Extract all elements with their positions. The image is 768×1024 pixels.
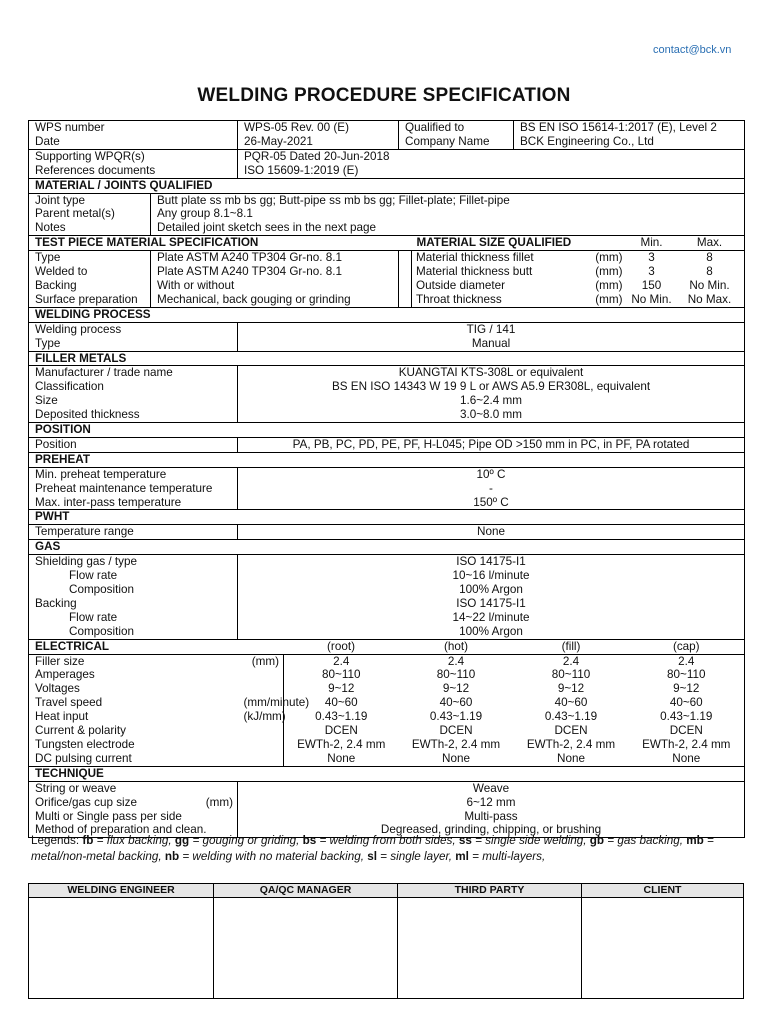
technique-label-cell bbox=[29, 796, 238, 810]
technique-value: Weave bbox=[238, 781, 745, 795]
electrical-value: EWTh-2, 2.4 mm bbox=[411, 737, 501, 751]
welding-process-row bbox=[29, 322, 745, 336]
filler-metals-label: Classification bbox=[35, 380, 104, 394]
electrical-value: 2.4 bbox=[284, 654, 399, 668]
size-max: 8 bbox=[706, 265, 713, 279]
size-min-max bbox=[629, 293, 745, 307]
electrical-label: Current & polarity bbox=[35, 724, 126, 738]
electrical-row bbox=[29, 724, 745, 738]
size-label-cell bbox=[399, 279, 629, 293]
technique-label-wrap bbox=[35, 782, 233, 796]
electrical-value: 0.43~1.19 bbox=[660, 710, 713, 724]
welding-process-row bbox=[29, 337, 745, 351]
electrical-unit bbox=[238, 682, 284, 696]
header-row-date bbox=[29, 135, 745, 149]
gas-row bbox=[29, 569, 745, 583]
size-min-max bbox=[629, 265, 745, 279]
wps-number-value: WPS-05 Rev. 00 (E) bbox=[238, 121, 399, 135]
gas-value: ISO 14175-I1 bbox=[238, 597, 745, 611]
electrical-label: Amperages bbox=[35, 668, 95, 682]
electrical-value: 9~12 bbox=[673, 682, 700, 696]
size-min-max bbox=[629, 251, 745, 265]
electrical-label: Filler size bbox=[35, 654, 85, 668]
test-piece-value: Plate ASTM A240 TP304 Gr-no. 8.1 bbox=[151, 265, 399, 279]
electrical-value: 2.4 bbox=[447, 654, 465, 668]
technique-section-heading bbox=[29, 766, 745, 781]
signature-box[interactable] bbox=[397, 898, 581, 998]
test-piece-heading: TEST PIECE MATERIAL SPECIFICATION bbox=[29, 236, 399, 251]
legend-segment: = flux backing, bbox=[93, 834, 175, 847]
material-joints-value: Detailed joint sketch sees in the next page bbox=[151, 221, 745, 235]
technique-value: Degreased, grinding, chipping, or brushing bbox=[238, 823, 745, 837]
size-unit: (mm) bbox=[595, 278, 623, 292]
header-row-refs bbox=[29, 164, 745, 178]
gas-row bbox=[29, 611, 745, 625]
electrical-value: None bbox=[672, 751, 701, 765]
page-title: WELDING PROCEDURE SPECIFICATION bbox=[197, 85, 571, 106]
preheat-label: Preheat maintenance temperature bbox=[35, 481, 213, 495]
gas-value: 14~22 l/minute bbox=[238, 611, 745, 625]
legend-segment: Legends: bbox=[31, 834, 83, 847]
electrical-value: EWTh-2, 2.4 mm bbox=[284, 738, 399, 752]
electrical-value: DCEN bbox=[284, 724, 399, 738]
gas-label: Shielding gas / type bbox=[35, 555, 138, 569]
legend-segment: = multi-layers, bbox=[468, 849, 546, 863]
gas-section-heading bbox=[29, 540, 745, 555]
pwht-value: None bbox=[238, 525, 745, 540]
wpqr-value: PQR-05 Dated 20-Jun-2018 bbox=[238, 149, 745, 163]
filler-metals-row bbox=[29, 380, 745, 394]
gas-label: Composition bbox=[69, 624, 134, 638]
legend-segment: nb bbox=[164, 849, 180, 863]
wpqr-label: Supporting WPQR(s) bbox=[35, 149, 145, 163]
electrical-row bbox=[29, 654, 745, 668]
technique-value: 6~12 mm bbox=[238, 796, 745, 810]
max-heading: Max. bbox=[696, 236, 723, 250]
electrical-value: 80~110 bbox=[284, 668, 399, 682]
electrical-value: 40~60 bbox=[669, 696, 703, 710]
legend-segment: sl bbox=[367, 849, 377, 863]
signature-heading: CLIENT bbox=[581, 884, 743, 898]
size-unit: (mm) bbox=[595, 292, 623, 306]
electrical-row bbox=[29, 710, 745, 724]
company-value: BCK Engineering Co., Ltd bbox=[514, 135, 745, 149]
legend-segment: gg bbox=[174, 834, 190, 847]
pass-heading: (cap) bbox=[629, 639, 745, 654]
technique-label-wrap bbox=[35, 810, 233, 824]
legend-segment: = single side welding, bbox=[471, 834, 590, 847]
electrical-label: Voltages bbox=[35, 682, 80, 696]
contact-email-link[interactable]: contact@bck.vn bbox=[653, 44, 732, 56]
welding-process-section-heading bbox=[29, 307, 745, 322]
wps-table-body bbox=[29, 121, 745, 838]
legend-segment: = metal/non-metal backing, bbox=[31, 834, 714, 863]
filler-metals-value: 1.6~2.4 mm bbox=[238, 394, 745, 408]
electrical-row bbox=[29, 752, 745, 766]
electrical-label: Heat input bbox=[35, 710, 89, 724]
material-joints-label: Notes bbox=[35, 221, 66, 235]
technique-label: Orifice/gas cup size bbox=[35, 795, 137, 809]
filler-metals-label: Size bbox=[35, 394, 58, 408]
preheat-value: 150º C bbox=[238, 496, 745, 510]
filler-metals-section-heading bbox=[29, 351, 745, 366]
filler-metals-value: BS EN ISO 14343 W 19 9 L or AWS A5.9 ER308L, equivalent bbox=[238, 380, 745, 394]
material-joints-value: Butt plate ss mb bs gg; Butt-pipe ss mb bs gg; Fillet-plate; Fillet-pipe bbox=[151, 193, 745, 207]
pass-heading: (root) bbox=[284, 639, 399, 654]
size-unit: (mm) bbox=[595, 251, 623, 265]
technique-heading: TECHNIQUE bbox=[29, 766, 745, 781]
gas-value: 100% Argon bbox=[238, 583, 745, 597]
electrical-value: EWTh-2, 2.4 mm bbox=[526, 737, 616, 751]
material-size-heading: MATERIAL SIZE QUALIFIED bbox=[399, 236, 629, 251]
gas-label: Flow rate bbox=[69, 569, 118, 583]
legend-segment: = welding from both sides, bbox=[316, 834, 459, 847]
electrical-value: None bbox=[284, 752, 399, 766]
technique-label: Method of preparation and clean. bbox=[35, 823, 207, 837]
preheat-section-heading bbox=[29, 452, 745, 467]
preheat-value: - bbox=[238, 482, 745, 496]
material-joints-label: Joint type bbox=[35, 193, 86, 207]
electrical-value: 40~60 bbox=[284, 696, 399, 710]
pass-heading: (hot) bbox=[399, 639, 514, 654]
electrical-unit bbox=[238, 752, 284, 766]
position-section-heading bbox=[29, 423, 745, 438]
electrical-unit: (mm) bbox=[251, 654, 279, 668]
gas-value: ISO 14175-I1 bbox=[238, 555, 745, 569]
technique-label-wrap bbox=[35, 796, 233, 810]
signature-box[interactable] bbox=[29, 898, 213, 998]
size-max: 8 bbox=[706, 251, 713, 265]
electrical-heading: ELECTRICAL bbox=[29, 639, 284, 654]
size-min: No Min. bbox=[631, 292, 672, 306]
pwht-row bbox=[29, 525, 745, 540]
technique-row bbox=[29, 810, 745, 824]
test-piece-row bbox=[29, 251, 745, 265]
filler-metals-row bbox=[29, 408, 745, 422]
size-max: No Min. bbox=[689, 278, 730, 292]
signature-heading: THIRD PARTY bbox=[397, 884, 581, 898]
refs-value: ISO 15609-1:2019 (E) bbox=[238, 164, 745, 178]
electrical-label: Travel speed bbox=[35, 696, 103, 710]
size-max: No Max. bbox=[687, 292, 732, 306]
filler-metals-heading: FILLER METALS bbox=[29, 351, 745, 366]
header-row-wps bbox=[29, 121, 745, 135]
material-joints-row bbox=[29, 207, 745, 221]
electrical-value: 2.4 bbox=[562, 654, 580, 668]
date-label: Date bbox=[35, 134, 60, 148]
electrical-value: EWTh-2, 2.4 mm bbox=[642, 737, 731, 751]
legend-segment: = gouging or griding, bbox=[189, 834, 303, 847]
date-value: 26-May-2021 bbox=[238, 135, 399, 149]
size-label: Throat thickness bbox=[416, 292, 502, 306]
test-piece-value: With or without bbox=[151, 279, 399, 293]
signature-box[interactable] bbox=[213, 898, 397, 998]
technique-value: Multi-pass bbox=[238, 810, 745, 824]
electrical-unit bbox=[238, 724, 284, 738]
size-label-cell bbox=[399, 251, 629, 265]
material-joints-value: Any group 8.1~8.1 bbox=[151, 207, 745, 221]
legend-segment: ml bbox=[455, 849, 469, 863]
pass-heading: (fill) bbox=[514, 639, 629, 654]
material-joints-label: Parent metal(s) bbox=[35, 207, 115, 221]
gas-label: Composition bbox=[69, 583, 134, 596]
electrical-value: None bbox=[557, 751, 585, 765]
gas-label: Backing bbox=[35, 596, 77, 610]
welding-process-value: Manual bbox=[238, 337, 745, 351]
preheat-label: Min. preheat temperature bbox=[35, 467, 167, 481]
technique-label-cell bbox=[29, 781, 238, 795]
size-min-max bbox=[629, 279, 745, 293]
position-label: Position bbox=[35, 437, 77, 451]
legend-segment: ss bbox=[458, 834, 472, 847]
electrical-unit: (kJ/mm) bbox=[243, 710, 286, 724]
legend-segment: = welding with no material backing, bbox=[179, 849, 368, 863]
test-piece-row bbox=[29, 279, 745, 293]
test-piece-row bbox=[29, 293, 745, 307]
legend-segment: = gas backing, bbox=[604, 834, 687, 847]
test-piece-row bbox=[29, 265, 745, 279]
electrical-unit bbox=[238, 668, 284, 682]
filler-metals-row bbox=[29, 394, 745, 408]
gas-value: 100% Argon bbox=[238, 625, 745, 639]
position-heading: POSITION bbox=[29, 423, 745, 438]
size-label: Material thickness fillet bbox=[416, 251, 534, 265]
legend-segment: = single layer, bbox=[376, 849, 456, 863]
technique-row bbox=[29, 796, 745, 810]
electrical-value: DCEN bbox=[554, 724, 588, 738]
gas-row bbox=[29, 583, 745, 597]
technique-unit: (mm) bbox=[205, 795, 233, 809]
legend-segment: bs bbox=[302, 834, 317, 847]
legend-segment: mb bbox=[686, 834, 704, 847]
test-piece-value: Plate ASTM A240 TP304 Gr-no. 8.1 bbox=[151, 251, 399, 265]
signature-heading: WELDING ENGINEER bbox=[29, 884, 213, 898]
filler-metals-label: Deposited thickness bbox=[35, 408, 140, 422]
electrical-value: 40~60 bbox=[554, 696, 588, 710]
filler-metals-row bbox=[29, 366, 745, 380]
size-min: 3 bbox=[648, 265, 655, 279]
electrical-value: 80~110 bbox=[436, 668, 476, 682]
size-label: Outside diameter bbox=[416, 278, 505, 292]
size-unit: (mm) bbox=[595, 265, 623, 279]
size-label-cell bbox=[399, 293, 629, 307]
electrical-value: 0.43~1.19 bbox=[284, 710, 399, 724]
preheat-row bbox=[29, 496, 745, 510]
test-piece-section-heading bbox=[29, 236, 745, 251]
technique-label: Multi or Single pass per side bbox=[35, 809, 182, 823]
size-label: Material thickness butt bbox=[416, 265, 533, 279]
filler-metals-value: 3.0~8.0 mm bbox=[238, 408, 745, 422]
electrical-value: 9~12 bbox=[557, 682, 585, 696]
gas-label: Flow rate bbox=[69, 610, 118, 624]
material-joints-heading: MATERIAL / JOINTS QUALIFIED bbox=[29, 178, 745, 193]
electrical-row bbox=[29, 738, 745, 752]
min-max-headings bbox=[629, 236, 745, 251]
signature-block bbox=[28, 883, 744, 999]
test-piece-value: Mechanical, back gouging or grinding bbox=[151, 293, 399, 307]
material-joints-section-heading bbox=[29, 178, 745, 193]
min-heading: Min. bbox=[640, 236, 663, 250]
size-label-inner bbox=[411, 293, 623, 307]
size-label-inner bbox=[411, 279, 623, 293]
header-row-wpqr bbox=[29, 149, 745, 163]
legend-segment: fb bbox=[82, 834, 94, 847]
test-piece-label: Welded to bbox=[35, 265, 88, 279]
wps-number-label: WPS number bbox=[35, 121, 105, 134]
test-piece-label: Type bbox=[35, 251, 61, 265]
electrical-value: 80~110 bbox=[667, 668, 706, 682]
electrical-unit bbox=[238, 738, 284, 752]
electrical-value: DCEN bbox=[439, 724, 473, 738]
electrical-row bbox=[29, 668, 745, 682]
electrical-row bbox=[29, 682, 745, 696]
test-piece-label: Backing bbox=[35, 278, 77, 292]
material-joints-row bbox=[29, 221, 745, 235]
gas-heading: GAS bbox=[29, 540, 745, 555]
size-label-inner bbox=[411, 265, 623, 279]
preheat-value: 10º C bbox=[238, 467, 745, 481]
technique-row bbox=[29, 781, 745, 795]
size-label-inner bbox=[411, 251, 623, 265]
size-min: 3 bbox=[648, 251, 655, 265]
position-value: PA, PB, PC, PD, PE, PF, H-L045; Pipe OD >150 mm in PC, in PF, PA rotated bbox=[238, 437, 745, 452]
electrical-value: 40~60 bbox=[439, 696, 473, 710]
refs-label: References documents bbox=[35, 163, 156, 177]
electrical-value: 80~110 bbox=[551, 668, 591, 682]
pwht-heading: PWHT bbox=[29, 510, 745, 525]
size-min: 150 bbox=[641, 278, 662, 292]
preheat-heading: PREHEAT bbox=[29, 452, 745, 467]
preheat-label: Max. inter-pass temperature bbox=[35, 495, 182, 509]
electrical-unit: (mm/minute) bbox=[243, 696, 310, 710]
welding-process-value: TIG / 141 bbox=[238, 322, 745, 336]
position-row bbox=[29, 437, 745, 452]
electrical-value: 0.43~1.19 bbox=[544, 710, 598, 724]
gas-row bbox=[29, 555, 745, 569]
filler-metals-value: KUANGTAI KTS-308L or equivalent bbox=[238, 366, 745, 380]
electrical-value: DCEN bbox=[669, 724, 703, 738]
qualified-to-label: Qualified to bbox=[399, 121, 514, 135]
preheat-row bbox=[29, 482, 745, 496]
signature-heading: QA/QC MANAGER bbox=[213, 884, 397, 898]
electrical-section-heading bbox=[29, 639, 745, 654]
electrical-value: None bbox=[442, 751, 470, 765]
welding-process-heading: WELDING PROCESS bbox=[29, 307, 745, 322]
wps-table bbox=[28, 120, 745, 838]
electrical-value: 9~12 bbox=[442, 682, 470, 696]
electrical-label: Tungsten electrode bbox=[35, 737, 135, 751]
gas-row bbox=[29, 597, 745, 611]
technique-label: String or weave bbox=[35, 781, 117, 795]
gas-value: 10~16 l/minute bbox=[238, 569, 745, 583]
preheat-row bbox=[29, 467, 745, 481]
company-label: Company Name bbox=[399, 135, 514, 149]
electrical-row bbox=[29, 696, 745, 710]
pwht-section-heading bbox=[29, 510, 745, 525]
signature-box[interactable] bbox=[581, 898, 743, 998]
legend-segment: gb bbox=[589, 834, 605, 847]
test-piece-label: Surface preparation bbox=[35, 292, 138, 306]
wps-document bbox=[28, 120, 744, 838]
electrical-value: 0.43~1.19 bbox=[429, 710, 483, 724]
pwht-label: Temperature range bbox=[35, 525, 134, 539]
filler-metals-label: Manufacturer / trade name bbox=[35, 366, 173, 380]
legend-text bbox=[31, 833, 741, 864]
welding-process-label: Welding process bbox=[35, 322, 122, 336]
electrical-label: DC pulsing current bbox=[35, 751, 132, 765]
material-joints-row bbox=[29, 193, 745, 207]
technique-label-cell bbox=[29, 810, 238, 824]
gas-row bbox=[29, 625, 745, 639]
welding-process-label: Type bbox=[35, 336, 61, 350]
size-label-cell bbox=[399, 265, 629, 279]
electrical-value: 2.4 bbox=[678, 654, 695, 668]
qualified-to-value: BS EN ISO 15614-1:2017 (E), Level 2 bbox=[514, 121, 745, 135]
electrical-value: 9~12 bbox=[284, 682, 399, 696]
